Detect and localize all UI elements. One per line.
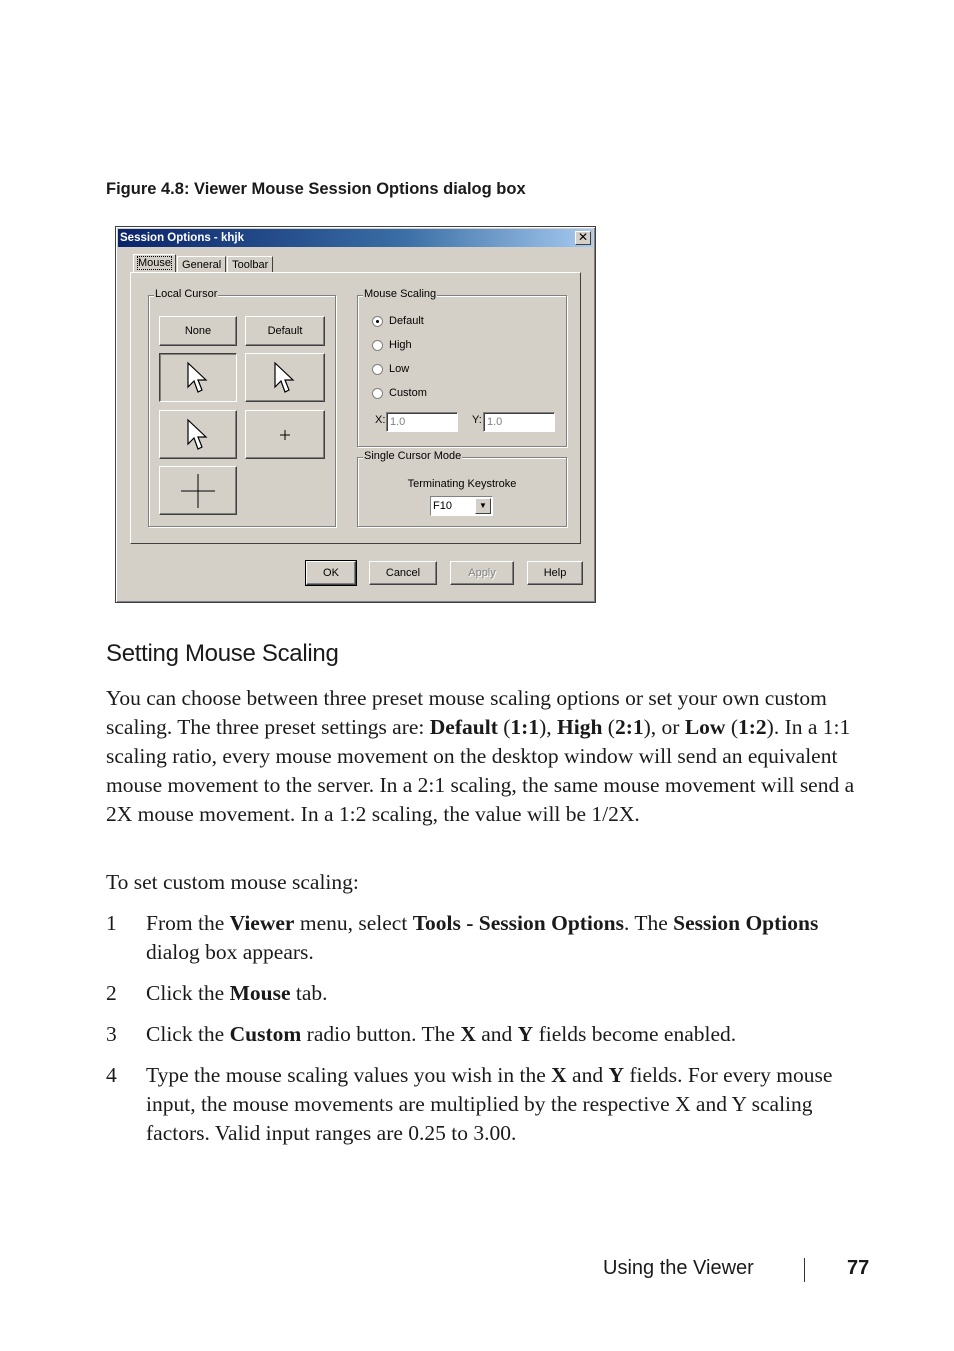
ok-button[interactable]: OK	[306, 561, 356, 585]
x-field-label: X:	[375, 414, 386, 426]
radio-default-label: Default	[389, 315, 424, 327]
help-button[interactable]: Help	[527, 561, 583, 585]
step-4-text: Type the mouse scaling values you wish in the X and Y fields. For every mouse input, the mouse movements are multiplied by the respective X and Y scaling factors. Valid input ranges are 0.25 to 3.00.	[146, 1063, 833, 1145]
cancel-button[interactable]: Cancel	[369, 561, 437, 585]
step-3-number: 3	[106, 1022, 117, 1046]
radio-custom-dot[interactable]	[372, 388, 383, 399]
step-2	[106, 979, 876, 1008]
tab-strip	[133, 254, 274, 272]
radio-low-label: Low	[389, 363, 410, 375]
mouse-scaling-label: Mouse Scaling	[364, 288, 437, 300]
y-field-label: Y:	[472, 414, 482, 426]
cursor-none-button[interactable]: None	[159, 316, 237, 346]
radio-custom[interactable]	[372, 387, 427, 399]
step-3-text: Click the Custom radio button. The X and Y fields become enabled.	[146, 1022, 737, 1046]
step-2-number: 2	[106, 981, 117, 1005]
step-1	[106, 909, 876, 967]
single-cursor-group	[357, 450, 567, 527]
footer-chapter: Using the Viewer	[603, 1257, 754, 1279]
radio-default-dot[interactable]	[372, 316, 383, 327]
step-4-number: 4	[106, 1063, 117, 1087]
local-cursor-group	[148, 288, 336, 527]
arrow-cursor-icon	[186, 361, 210, 395]
tab-mouse[interactable]: Mouse	[133, 254, 176, 273]
section-heading: Setting Mouse Scaling	[106, 640, 339, 667]
local-cursor-label: Local Cursor	[155, 288, 218, 300]
radio-high[interactable]	[372, 339, 412, 351]
cursor-small-crosshair-button[interactable]	[245, 410, 325, 459]
session-options-dialog	[115, 226, 596, 603]
x-scaling-field[interactable]: 1.0	[386, 412, 458, 432]
mouse-scaling-group	[357, 288, 567, 447]
lead-paragraph: To set custom mouse scaling:	[106, 870, 359, 894]
chevron-down-icon[interactable]: ▼	[475, 498, 491, 514]
cursor-large-crosshair-button[interactable]	[159, 466, 237, 515]
large-crosshair-icon	[179, 472, 217, 510]
tab-panel	[130, 272, 581, 544]
radio-high-dot[interactable]	[372, 340, 383, 351]
step-1-text: From the Viewer menu, select Tools - Session Options. The Session Options dialog box appears.	[146, 911, 819, 964]
dialog-title: Session Options - khjk	[120, 232, 244, 244]
single-cursor-label: Single Cursor Mode	[364, 450, 462, 462]
page-number: 77	[847, 1257, 870, 1279]
figure-caption: Figure 4.8: Viewer Mouse Session Options dialog box	[106, 180, 526, 198]
apply-button[interactable]: Apply	[450, 561, 514, 585]
cursor-default-button[interactable]: Default	[245, 316, 325, 346]
y-scaling-field[interactable]: 1.0	[483, 412, 555, 432]
small-crosshair-icon	[278, 428, 292, 442]
keystroke-select[interactable]	[430, 496, 493, 516]
cursor-arrow-button[interactable]	[159, 353, 237, 402]
tab-toolbar[interactable]: Toolbar	[227, 256, 273, 273]
arrow-outline-cursor-icon	[273, 361, 297, 395]
cursor-arrow-small-button[interactable]	[159, 410, 237, 459]
terminating-keystroke-label: Terminating Keystroke	[407, 478, 517, 490]
step-2-text: Click the Mouse tab.	[146, 981, 328, 1005]
cursor-arrow-outline-button[interactable]	[245, 353, 325, 402]
footer-divider	[804, 1258, 805, 1282]
dialog-titlebar	[118, 229, 593, 247]
step-3	[106, 1020, 876, 1049]
intro-paragraph: You can choose between three preset mouse scaling options or set your own custom scaling. The three preset settings are: Default (1:1), High (2:1), or Low (1:2). In a 1:1 scaling ratio, every mouse movement on the desktop window will send an equivalent mouse movement to the server. In a 2:1 scaling, the same mouse movement will send a 2X mouse movement. In a 1:2 scaling, the value will be 1/2X.	[106, 686, 855, 826]
keystroke-value: F10	[433, 500, 452, 512]
radio-low-dot[interactable]	[372, 364, 383, 375]
tab-general[interactable]: General	[177, 256, 226, 273]
step-1-number: 1	[106, 911, 117, 935]
step-4	[106, 1061, 876, 1148]
radio-default[interactable]	[372, 315, 424, 327]
radio-high-label: High	[389, 339, 412, 351]
arrow-small-cursor-icon	[186, 418, 210, 452]
radio-low[interactable]	[372, 363, 409, 375]
close-icon[interactable]: ✕	[575, 231, 591, 245]
radio-custom-label: Custom	[389, 387, 427, 399]
